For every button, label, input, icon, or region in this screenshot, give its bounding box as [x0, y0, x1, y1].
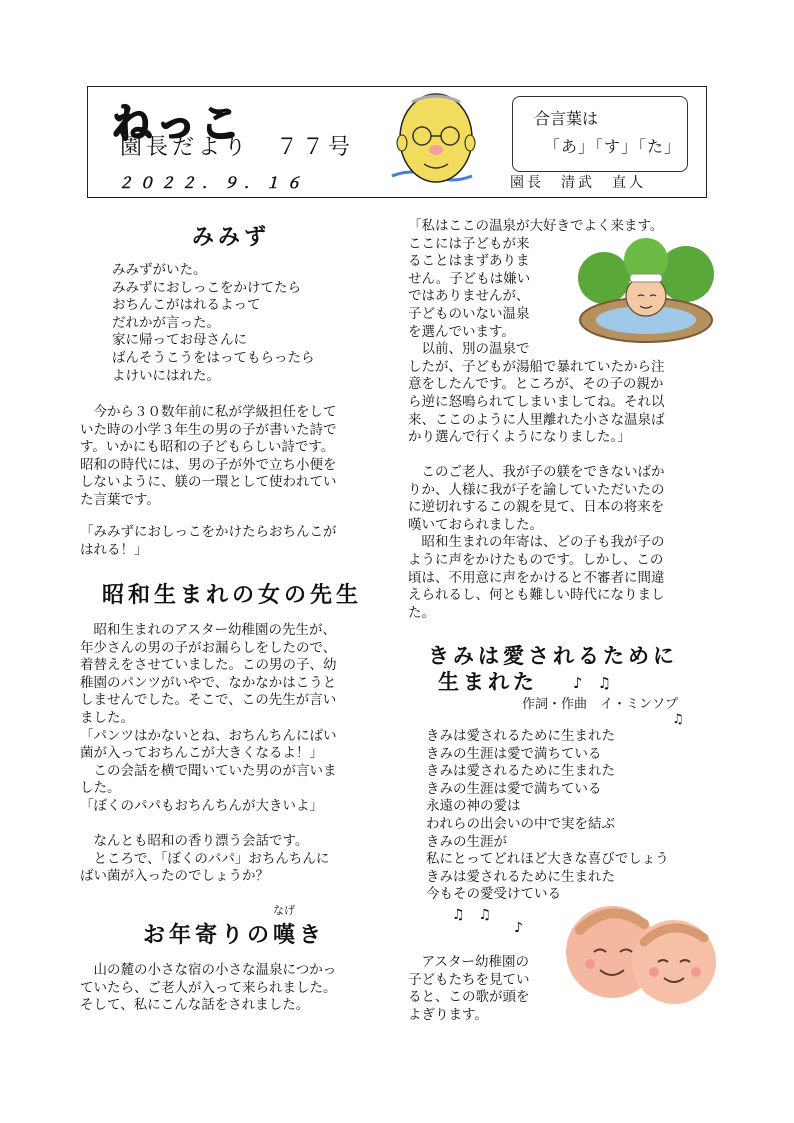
parent-comment-paragraph: このご老人、我が子の躾をできないばか りか、人様に我が子を諭していただいたの に逆切れするこの親を見て、日本の将来を 嘆いておられました。 昭和生まれの年寄は、どの子も我が子の ように声をかけたものです。しかし、この 頃は、不用意に声をかけると不審者に間違 えられるし、何とも難しい時代になりまし た。 [408, 464, 665, 621]
children-faces-illustration [560, 900, 720, 1012]
onsen-elder-illustration [574, 238, 720, 344]
closing-paragraph: アスター幼稚園の 子どもたちを見てい ると、この歌が頭を よぎります。 [408, 954, 530, 1023]
song-title-line2: 生まれた [438, 670, 538, 694]
principal-name: 園長 清武 直人 [510, 175, 646, 191]
mimizu-quote: 「みみずにおしっこをかけたらおちんこが はれる！」 [80, 524, 337, 558]
ruby-reading: なげ [273, 904, 295, 917]
issue-date: ２０２２．９．１６ [118, 174, 308, 192]
music-note-icon: ♫ [672, 712, 684, 727]
newsletter-logo: ねっこ [112, 101, 244, 147]
mimizu-paragraph: 今から３０数年前に私が学級担任をして いた時の小学３年生の男の子が書いた詩で す。いかにも昭和の子どもらしい詩です。 昭和の時代には、男の子が外で立ち小便を しないように、躾の一環として使われてい た言葉です。 [80, 404, 337, 508]
onsen-story-paragraph: 「私はここの温泉が大好きでよく来ます。 ここには子どもが来 ることはまずありま せん。子どもは嫌い ではありませんが、 子どものいない温泉 を選んでいます。 以前、別の温泉で したが、子どもが湯船で暴れていたから注 意をしたんです。ところが、その子の親か ら逆に怒鳴られてしまいましてね。それ以 来、ここのように人里離れた小さな温泉ば かり選んで行くようになりました。」 [408, 218, 665, 446]
song-lyrics: きみは愛されるために生まれた きみの生涯は愛で満ちている きみは愛されるために生まれた きみの生涯は愛で満ちている 永遠の神の愛は われらの出会いの中で実を結ぶ きみの生涯が 私にとってどれほど大きな喜びでしょう きみは愛されるために生まれた 今もその愛受けている [426, 728, 669, 903]
newsletter-subtitle: 園長だより ７７号 [120, 135, 355, 160]
music-notes-icon-bottom: ♫ ♫ [452, 907, 492, 923]
showa-teacher-heading: 昭和生まれの女の先生 [102, 583, 363, 608]
aikotoba-label: 合言葉は [534, 109, 599, 128]
music-notes-icon: ♪ ♫ [573, 674, 612, 692]
showa-conclusion-paragraph: なんとも昭和の香り漂う会話です。 ところで、「ぼくのパパ」おちんちんに ばい菌が入ったのでしょうか？ [80, 833, 330, 885]
showa-teacher-paragraph: 昭和生まれのアスター幼稚園の先生が、 年少さんの男の子がお漏らしをしたので、 着替えをさせていました。この男の子、幼 稚園のパンツがいやで、なかなかはこうと しませんでした。そこで、この先生が言い ました。 「パンツはかないとね、おちんちんにばい 菌が入っておちんこが大きくなるよ！」 この会話を横で聞いていた男のが言いま した。 「ぼくのパパもおちんちんが大きいよ」 [80, 622, 337, 814]
principal-portrait-illustration [372, 88, 500, 196]
elderly-lament-heading: お年寄りの嘆き [143, 923, 326, 948]
elderly-lament-paragraph: 山の麓の小さな宿の小さな温泉につかっ ていたら、ご老人が入って来られました。 そして、私にこんな話をされました。 [80, 962, 337, 1014]
aikotoba-words: 「あ」「す」「た」 [544, 137, 682, 156]
music-note-icon-bottom: ♪ [514, 920, 523, 936]
mimizu-poem: みみずがいた。 みみずにおしっこをかけてたら おちんこがはれるよって だれかが言った。 家に帰ってお母さんに ばんそうこうをはってもらったら よけいにはれた。 [112, 262, 315, 384]
song-credit: 作詞・作曲 イ・ミンソプ [522, 697, 679, 712]
song-title-line1: きみは愛されるために [428, 644, 678, 668]
mimizu-heading: みみず [192, 225, 271, 250]
